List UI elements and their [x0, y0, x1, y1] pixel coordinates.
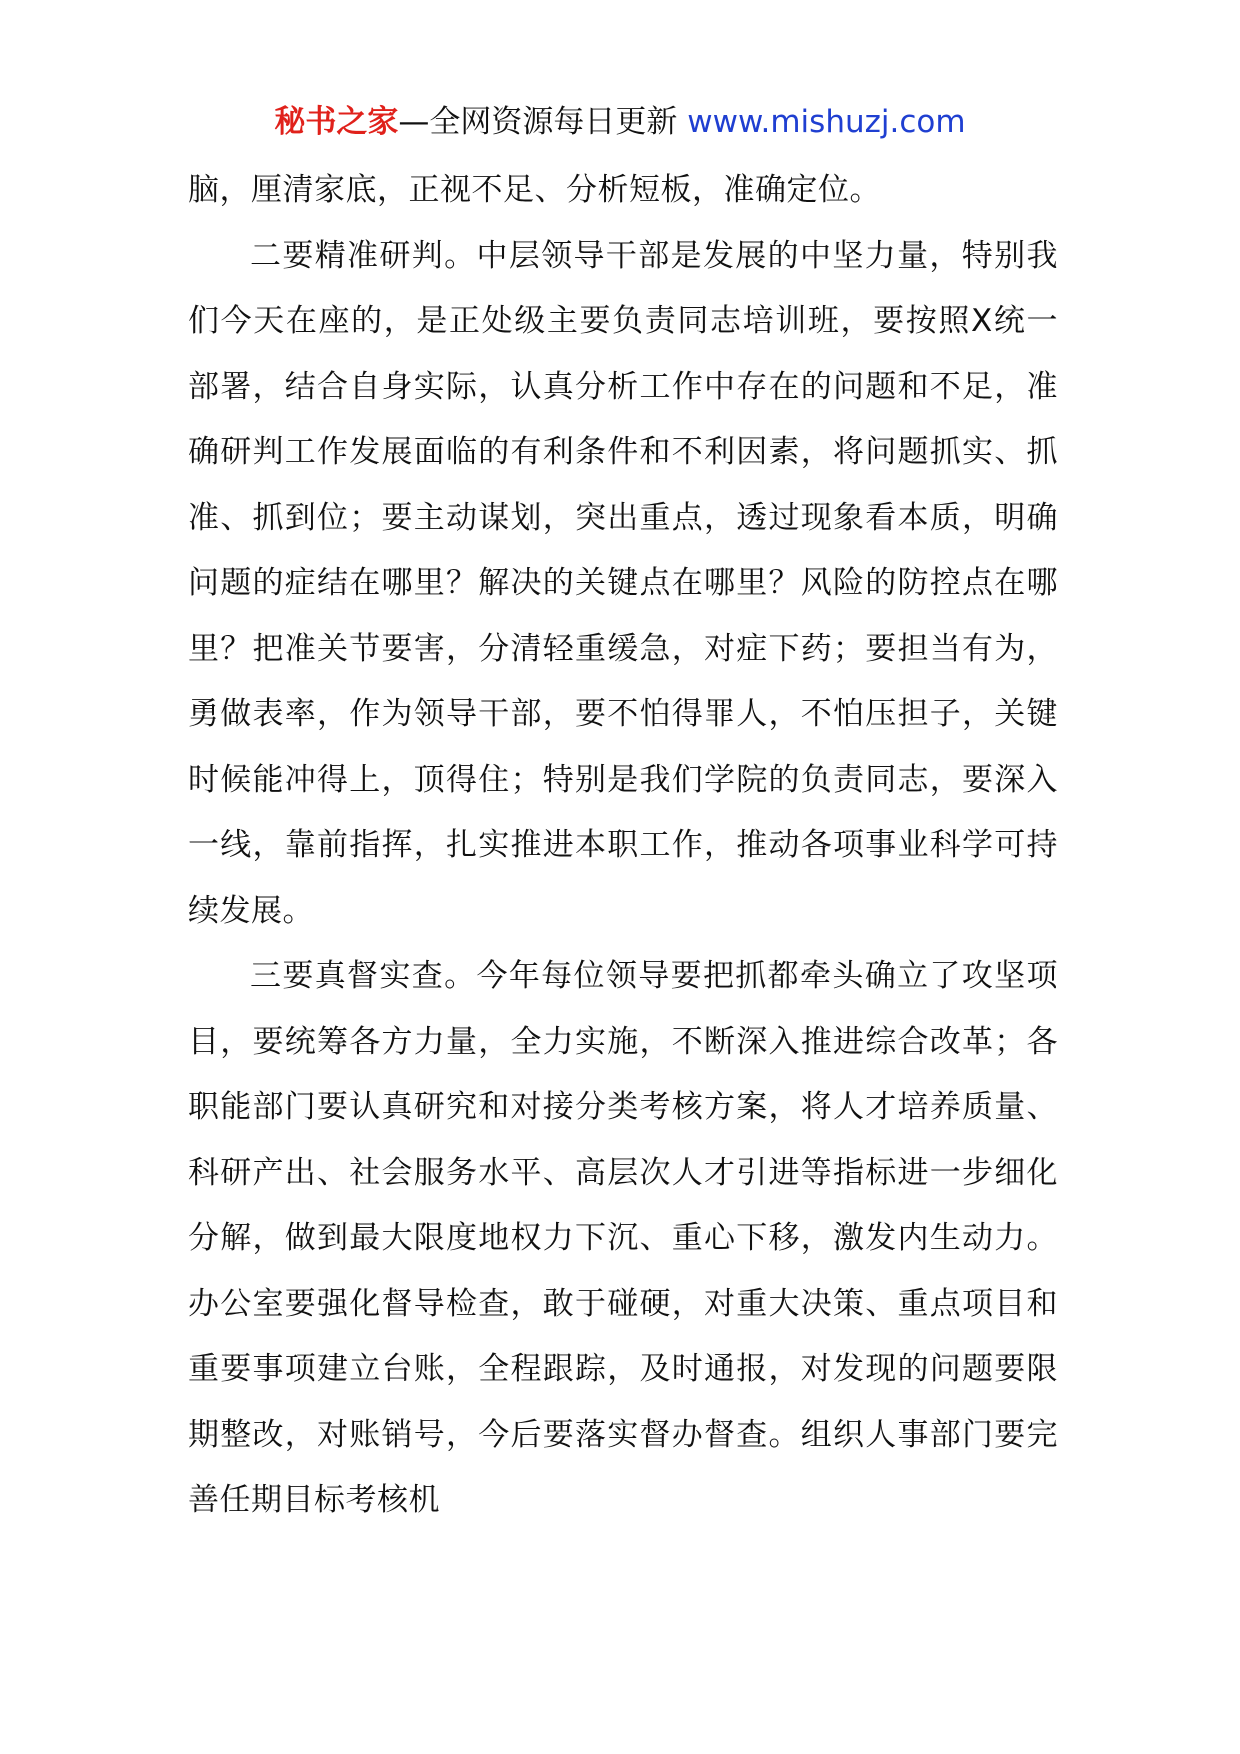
- document-body: [188, 158, 1058, 1534]
- site-brand: 秘书之家: [274, 104, 399, 140]
- site-url-link[interactable]: www.mishuzj.com: [687, 104, 966, 140]
- site-header: [0, 100, 1240, 144]
- paragraph-precise-judgment: 二要精准研判。中层领导干部是发展的中坚力量，特别我们今天在座的，是正处级主要负责同志培训班，要按照X统一部署，结合自身实际，认真分析工作中存在的问题和不足，准确研判工作发展面临的有利条件和不利因素，将问题抓实、抓准、抓到位；要主动谋划，突出重点，透过现象看本质，明确问题的症结在哪里？解决的关键点在哪里？风险的防控点在哪里？把准关节要害，分清轻重缓急，对症下药；要担当有为，勇做表率，作为领导干部，要不怕得罪人，不怕压担子，关键时候能冲得上，顶得住；特别是我们学院的负责同志，要深入一线，靠前指挥，扎实推进本职工作，推动各项事业科学可持续发展。: [188, 237, 1058, 929]
- paragraph-continuation: 脑，厘清家底，正视不足、分析短板，准确定位。: [188, 172, 881, 208]
- paragraph-supervision: 三要真督实查。今年每位领导要把抓都牵头确立了攻坚项目，要统筹各方力量，全力实施，不断深入推进综合改革；各职能部门要认真研究和对接分类考核方案，将人才培养质量、科研产出、社会服务水平、高层次人才引进等指标进一步细化分解，做到最大限度地权力下沉、重心下移，激发内生动力。办公室要强化督导检查，敢于碰硬，对重大决策、重点项目和重要事项建立台账，全程跟踪，及时通报，对发现的问题要限期整改，对账销号，今后要落实督办督查。组织人事部门要完善任期目标考核机: [188, 958, 1058, 1518]
- site-tagline: —全网资源每日更新: [398, 104, 678, 140]
